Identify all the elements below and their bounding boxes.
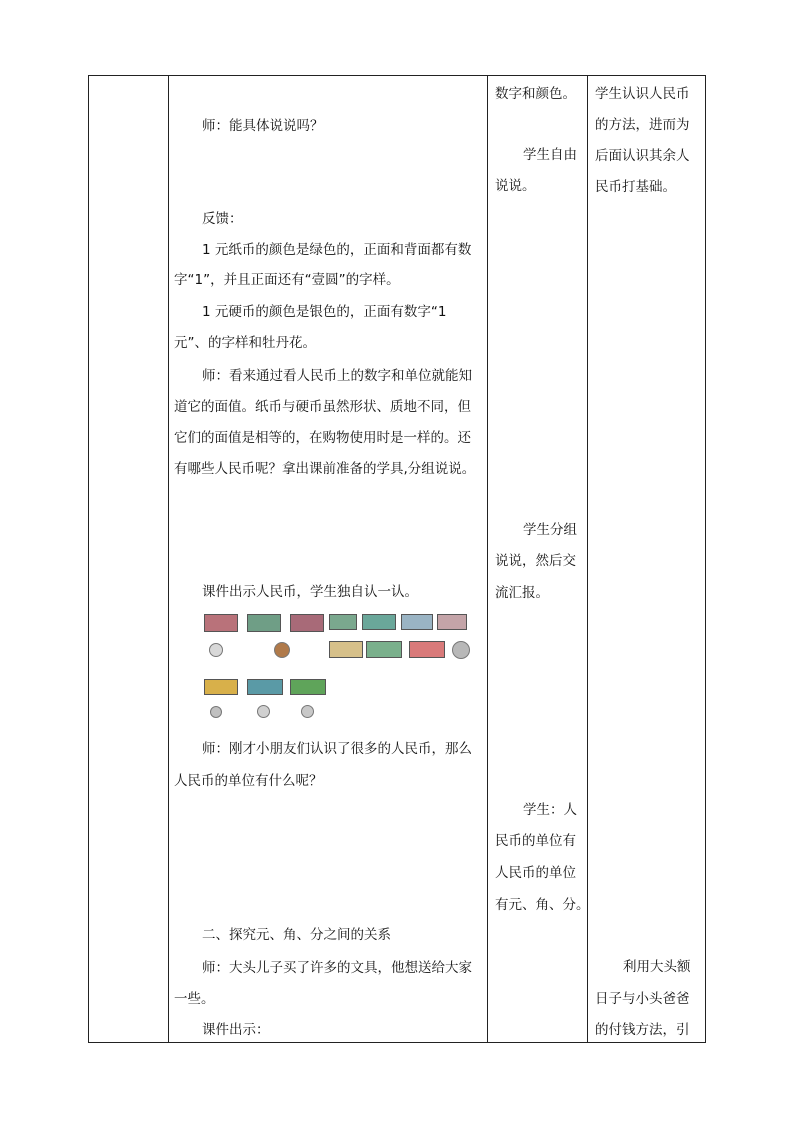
- coin: [274, 642, 290, 658]
- rmb-image: [204, 614, 474, 724]
- text-line: 学生：人: [523, 802, 577, 818]
- text-line: 说说。: [495, 178, 536, 194]
- text-line: 师：大头儿子买了许多的文具，他想送给大家: [202, 960, 472, 976]
- text-line: 民币的单位有: [495, 833, 576, 849]
- coin: [210, 706, 222, 718]
- text-line: 它们的面值是相等的，在购物使用时是一样的。还: [174, 430, 471, 446]
- text-line: 元”、的字样和牡丹花。: [174, 335, 316, 351]
- banknote: [409, 641, 445, 658]
- text-line: 师：刚才小朋友们认识了很多的人民币，那么: [202, 741, 472, 757]
- coin: [257, 705, 270, 718]
- banknote: [329, 641, 363, 658]
- banknote: [290, 679, 326, 695]
- banknote: [362, 614, 396, 630]
- text-line: 1 元纸币的颜色是绿色的，正面和背面都有数: [202, 242, 472, 258]
- text-line: 有哪些人民币呢？拿出课前准备的学具,分组说说。: [174, 461, 476, 477]
- text-line: 人民币的单位: [495, 865, 576, 881]
- text-line: 师：看来通过看人民币上的数字和单位就能知: [202, 368, 472, 384]
- coin: [452, 641, 470, 659]
- text-line: 一些。: [174, 991, 215, 1007]
- text-line: 学生认识人民币: [595, 86, 690, 102]
- banknote: [401, 614, 433, 630]
- text-line: 的付钱方法，引: [595, 1022, 690, 1038]
- text-line: 学生分组: [523, 522, 577, 538]
- text-line: 人民币的单位有什么呢？: [174, 773, 323, 789]
- text-line: 说说，然后交: [495, 553, 576, 569]
- banknote: [437, 614, 467, 630]
- text-line: 日子与小头爸爸: [595, 991, 690, 1007]
- text-line: 民币打基础。: [595, 179, 676, 195]
- text-line: 利用大头额: [623, 959, 691, 975]
- text-line: 字“1”，并且正面还有“壹圆”的字样。: [174, 272, 400, 288]
- banknote: [329, 614, 357, 630]
- text-line: 课件出示：: [202, 1022, 270, 1038]
- text-line: 流汇报。: [495, 585, 549, 601]
- text-line: 师：能具体说说吗？: [202, 118, 324, 134]
- text-line: 数字和颜色。: [495, 86, 576, 102]
- text-line: 二、探究元、角、分之间的关系: [202, 927, 391, 943]
- banknote: [247, 614, 281, 632]
- banknote: [290, 614, 324, 632]
- column-divider: [487, 76, 488, 1042]
- coin: [209, 643, 223, 657]
- column-divider: [168, 76, 169, 1042]
- text-line: 的方法，进而为: [595, 117, 690, 133]
- text-line: 道它的面值。纸币与硬币虽然形状、质地不同，但: [174, 399, 471, 415]
- banknote: [204, 614, 238, 632]
- coin: [301, 705, 314, 718]
- text-line: 学生自由: [523, 147, 577, 163]
- text-line: 有元、角、分。: [495, 897, 590, 913]
- banknote: [366, 641, 402, 658]
- banknote: [247, 679, 283, 695]
- banknote: [204, 679, 238, 695]
- text-line: 反馈：: [202, 211, 243, 227]
- text-line: 后面认识其余人: [595, 148, 690, 164]
- lesson-table: [88, 75, 706, 1043]
- text-line: 1 元硬币的颜色是银色的，正面有数字“1: [202, 304, 447, 320]
- text-line: 课件出示人民币，学生独自认一认。: [202, 584, 418, 600]
